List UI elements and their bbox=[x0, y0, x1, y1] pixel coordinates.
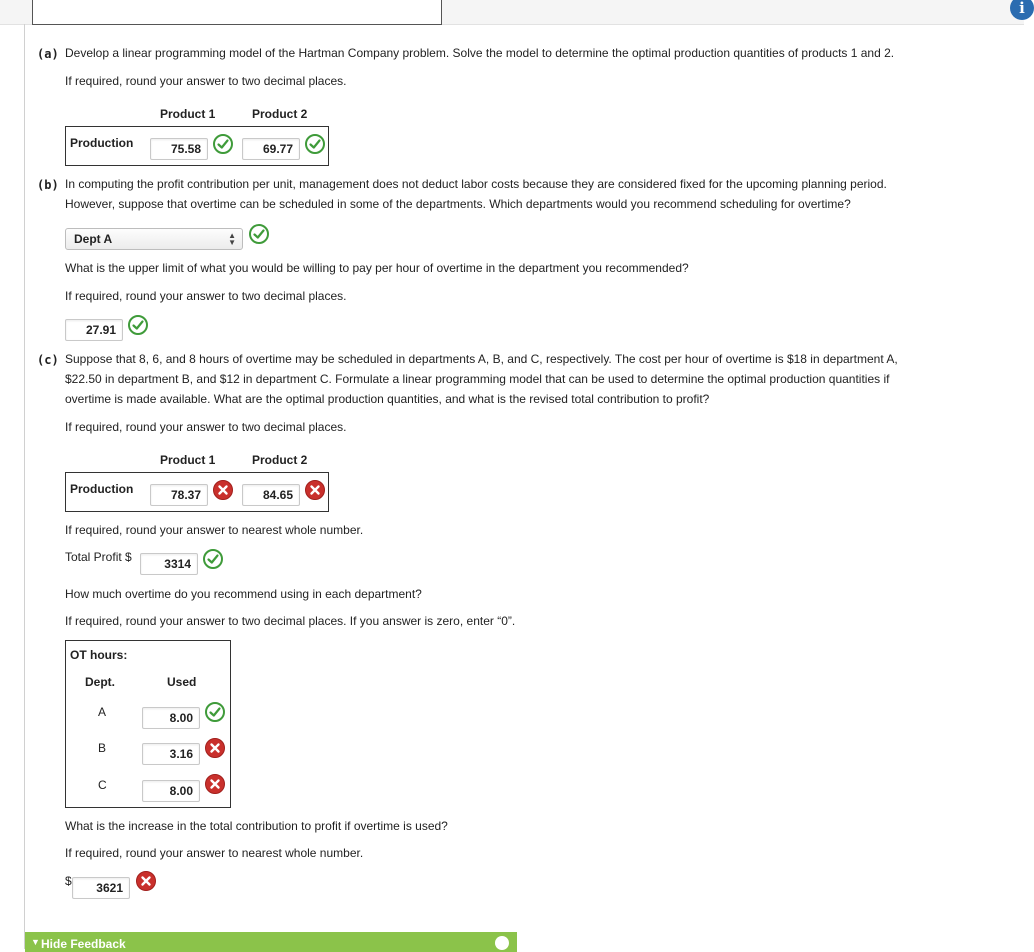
ot-col-used: Used bbox=[167, 675, 197, 689]
incorrect-x-icon bbox=[136, 871, 156, 891]
part-c-question-line1: Suppose that 8, 6, and 8 hours of overtime may be scheduled in departments A, B, and C, respectively. The cost per hour of overtime is $18 in department A, bbox=[65, 352, 898, 366]
part-c-product-2-input[interactable]: 84.65 bbox=[242, 484, 300, 506]
increase-profit-input[interactable]: 3621 bbox=[72, 877, 130, 899]
correct-check-icon bbox=[128, 315, 148, 335]
select-arrows-icon: ▲ ▼ bbox=[228, 231, 236, 247]
correct-check-icon bbox=[213, 134, 233, 154]
part-b-question-line2: However, suppose that overtime can be scheduled in some of the departments. Which departments would you recommend scheduling for overtime? bbox=[65, 197, 851, 211]
total-profit-label: Total Profit $ bbox=[65, 550, 132, 564]
correct-check-icon bbox=[203, 549, 223, 569]
increase-round-note: If required, round your answer to nearest whole number. bbox=[65, 846, 364, 860]
part-a-product-1-input[interactable]: 75.58 bbox=[150, 138, 208, 160]
part-c-round-note-whole: If required, round your answer to nearest whole number. bbox=[65, 523, 364, 537]
part-b-round-note: If required, round your answer to two decimal places. bbox=[65, 289, 347, 303]
part-a-round-note: If required, round your answer to two decimal places. bbox=[65, 74, 347, 88]
part-c-row-production: Production bbox=[70, 482, 134, 496]
top-input-field[interactable] bbox=[32, 0, 442, 25]
part-c-round-note: If required, round your answer to two decimal places. bbox=[65, 420, 347, 434]
info-icon[interactable]: i bbox=[1010, 0, 1034, 20]
expand-triangle-icon: ▼ bbox=[31, 937, 40, 947]
hide-feedback-toggle[interactable] bbox=[25, 932, 517, 952]
ot-used-a-input[interactable]: 8.00 bbox=[142, 707, 200, 729]
part-a-col-product-1: Product 1 bbox=[160, 107, 216, 121]
incorrect-x-icon bbox=[205, 738, 225, 758]
ot-question: How much overtime do you recommend using in each department? bbox=[65, 587, 422, 601]
ot-table-title: OT hours: bbox=[70, 648, 128, 662]
part-c-col-product-1: Product 1 bbox=[160, 453, 216, 467]
left-frame-border bbox=[24, 24, 25, 949]
ot-row-dept-c: C bbox=[98, 778, 107, 792]
correct-check-icon bbox=[249, 224, 269, 244]
ot-row-dept-a: A bbox=[98, 705, 107, 719]
ot-row-dept-b: B bbox=[98, 741, 107, 755]
incorrect-x-icon bbox=[305, 480, 325, 500]
overtime-limit-input[interactable]: 27.91 bbox=[65, 319, 123, 341]
part-a-product-2-input[interactable]: 69.77 bbox=[242, 138, 300, 160]
part-a-question: Develop a linear programming model of the Hartman Company problem. Solve the model to determine the optimal production quantities of products 1 and 2. bbox=[65, 46, 895, 60]
increase-dollar-prefix: $ bbox=[65, 874, 72, 888]
department-select-value: Dept A bbox=[74, 232, 113, 246]
part-b-label: (b) bbox=[37, 178, 59, 192]
part-c-question-line3: overtime is made available. What are the optimal production quantities, and what is the revised total contribution to profit? bbox=[65, 392, 710, 406]
ot-used-b-input[interactable]: 3.16 bbox=[142, 743, 200, 765]
increase-question: What is the increase in the total contribution to profit if overtime is used? bbox=[65, 819, 448, 833]
department-select[interactable] bbox=[65, 228, 243, 250]
part-b-question2: What is the upper limit of what you would be willing to pay per hour of overtime in the department you recommended? bbox=[65, 261, 689, 275]
correct-check-icon bbox=[205, 702, 225, 722]
part-c-col-product-2: Product 2 bbox=[252, 453, 308, 467]
part-a-col-product-2: Product 2 bbox=[252, 107, 308, 121]
ot-round-note: If required, round your answer to two decimal places. If you answer is zero, enter “0”. bbox=[65, 614, 516, 628]
total-profit-input[interactable]: 3314 bbox=[140, 553, 198, 575]
part-b-question-line1: In computing the profit contribution per unit, management does not deduct labor costs because they are considered fixed for the upcoming planning period. bbox=[65, 177, 887, 191]
part-c-product-1-input[interactable]: 78.37 bbox=[150, 484, 208, 506]
ot-col-dept: Dept. bbox=[85, 675, 115, 689]
edit-icon[interactable] bbox=[495, 936, 509, 950]
hide-feedback-label: Hide Feedback bbox=[41, 937, 126, 951]
part-c-question-line2: $22.50 in department B, and $12 in department C. Formulate a linear programming model that can be used to determine the optimal production quantities if bbox=[65, 372, 890, 386]
correct-check-icon bbox=[305, 134, 325, 154]
incorrect-x-icon bbox=[213, 480, 233, 500]
part-a-label: (a) bbox=[37, 47, 59, 61]
part-a-row-production: Production bbox=[70, 136, 134, 150]
ot-used-c-input[interactable]: 8.00 bbox=[142, 780, 200, 802]
part-c-label: (c) bbox=[37, 353, 59, 367]
top-bar bbox=[0, 0, 1024, 25]
incorrect-x-icon bbox=[205, 774, 225, 794]
